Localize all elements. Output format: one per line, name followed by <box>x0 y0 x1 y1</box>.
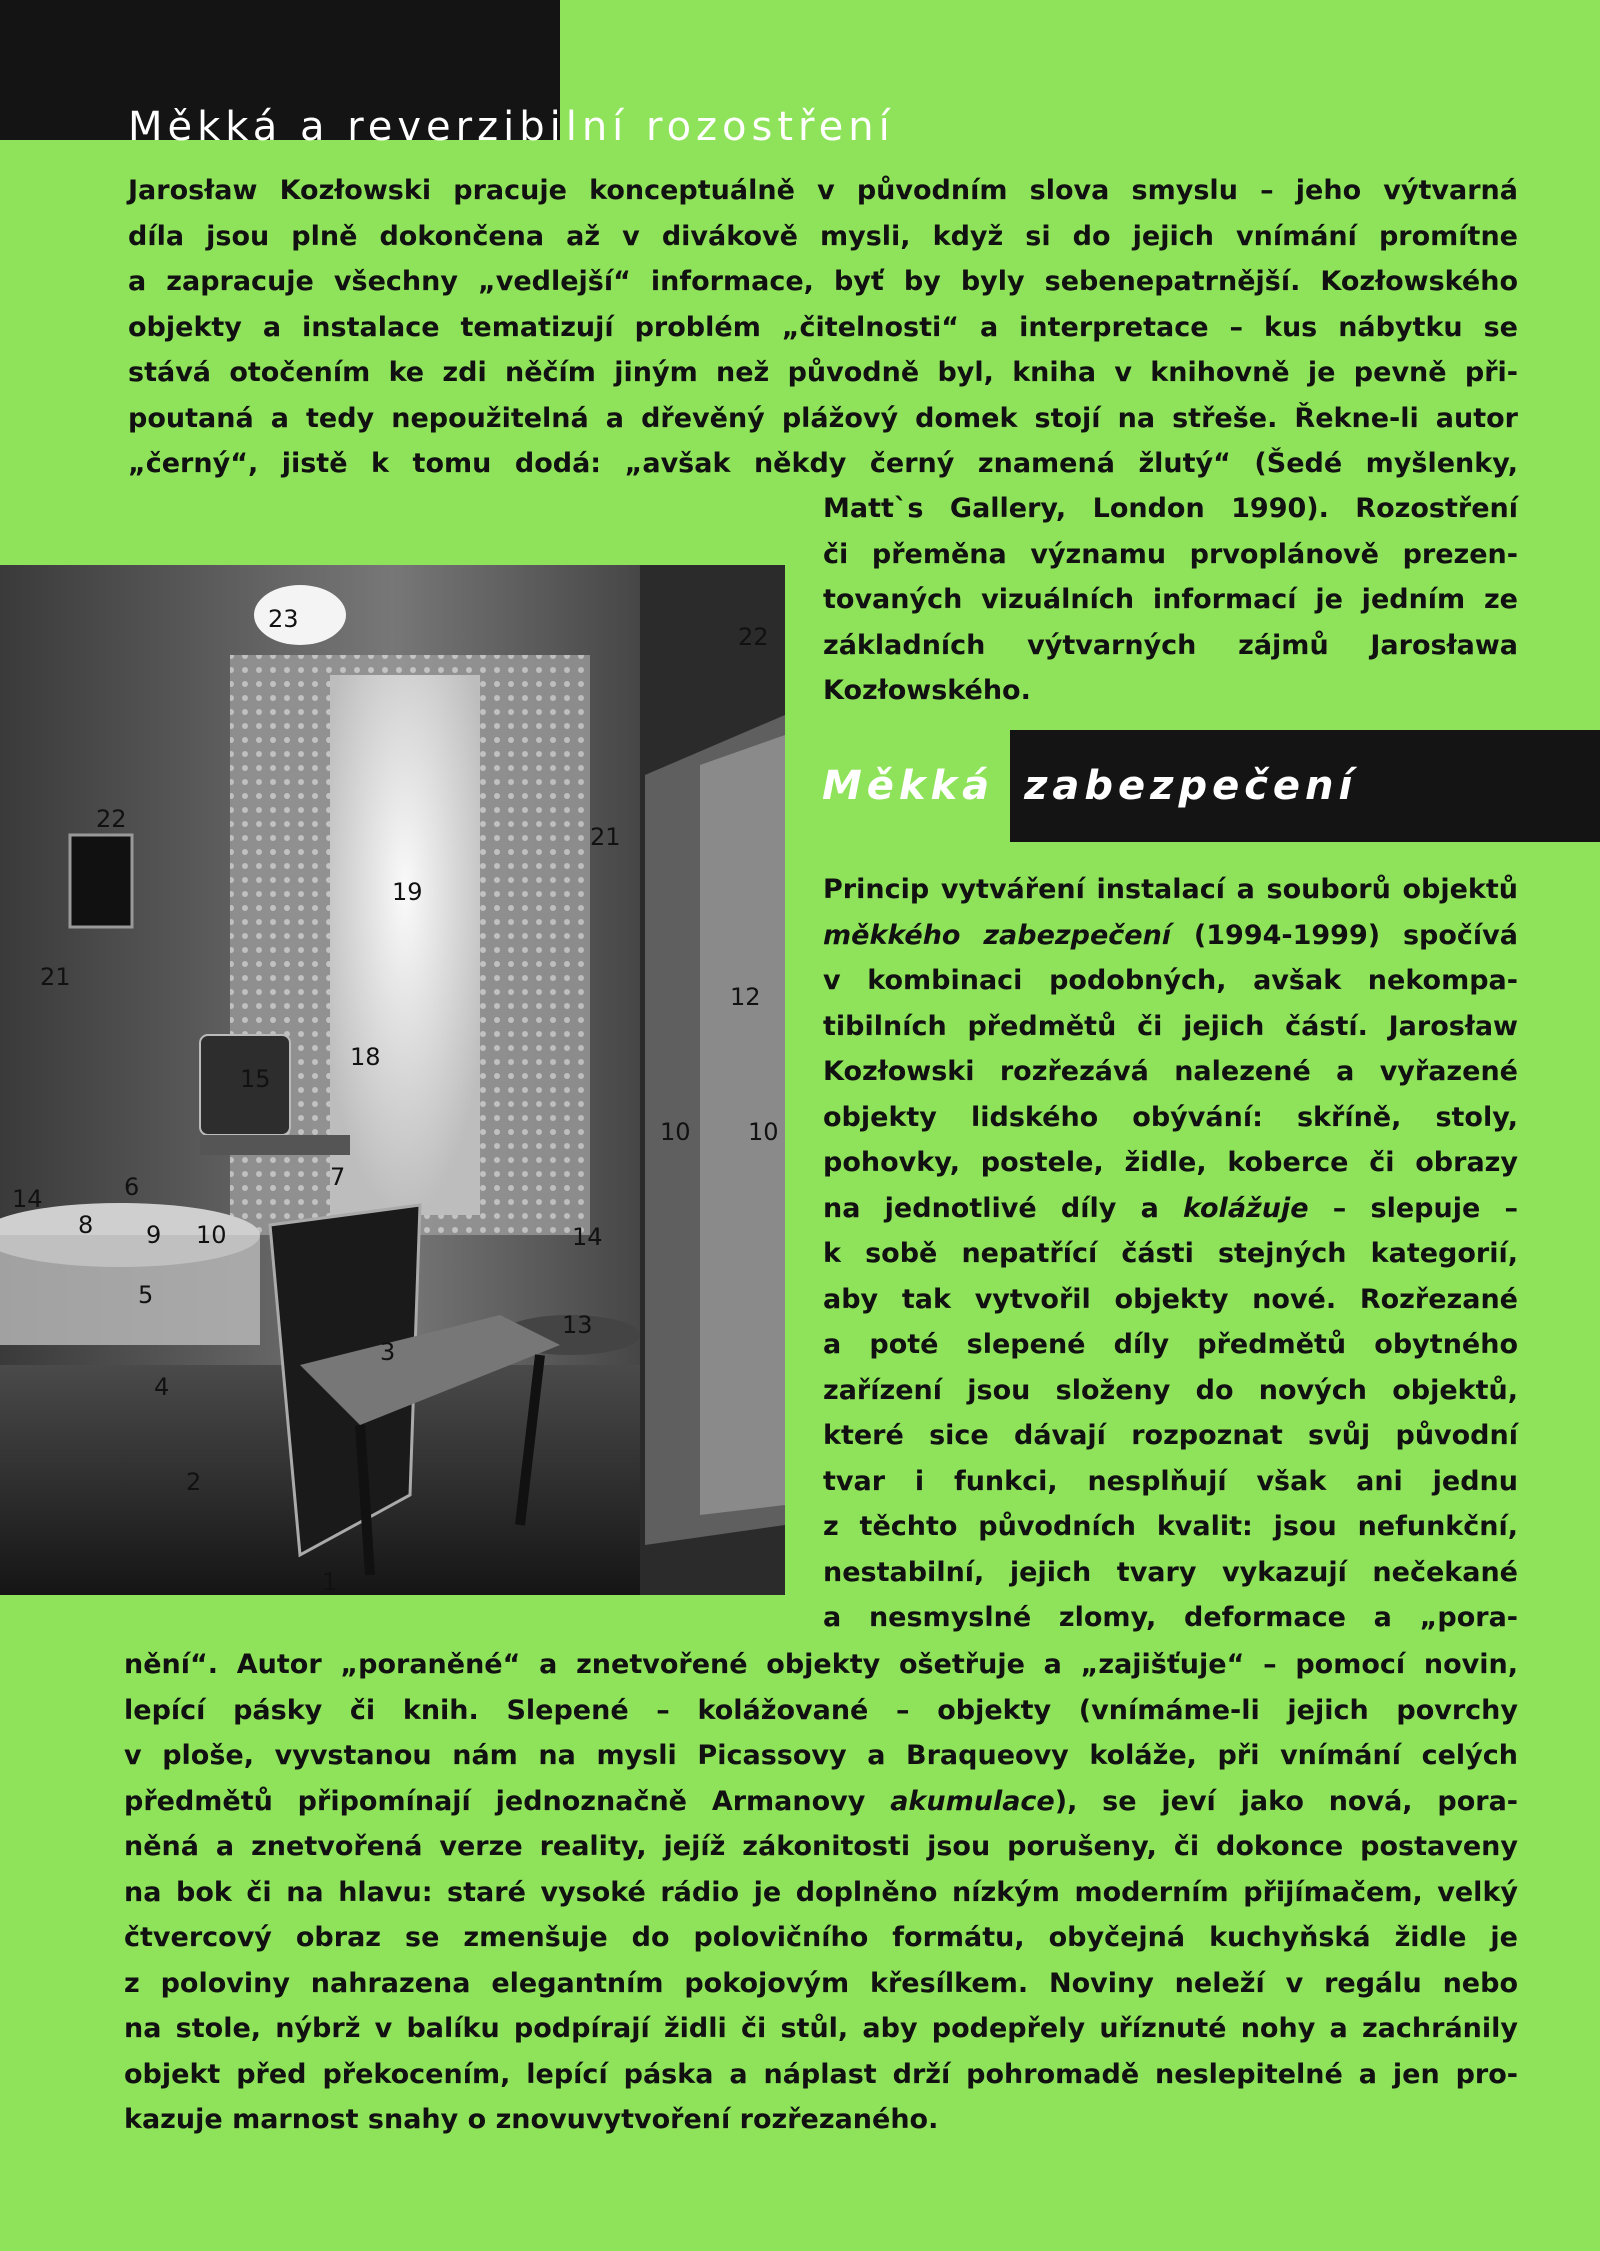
interior-photograph <box>0 565 785 1595</box>
photo-number-label: 10 <box>748 1118 779 1146</box>
text-line: na stole, nýbrž v balíku podpírají židli či stůl, aby podepřely uříznuté nohy a zachránily <box>124 2013 1518 2044</box>
text-line: tovaných vizuálních informací je jedním ze <box>823 584 1518 615</box>
text-line: Matt`s Gallery, London 1990). Rozostření <box>823 493 1518 524</box>
text-line: zařízení jsou složeny do nových objektů, <box>823 1374 1518 1406</box>
text-line: čtvercový obraz se zmenšuje do polovičního formátu, obyčejná kuchyňská židle je <box>124 1922 1518 1953</box>
intro-paragraph-continued <box>823 486 1518 714</box>
text-line: objekty lidského obývání: skříně, stoly, <box>823 1101 1518 1133</box>
section2-paragraph <box>823 867 1518 1641</box>
photo-number-label: 19 <box>392 878 423 906</box>
text-line: Jarosław Kozłowski pracuje konceptuálně v původním slova smyslu – jeho výtvarná <box>128 175 1518 206</box>
text-line: objekt před překocením, lepící páska a náplast drží pohromadě neslepitelné a jen pro- <box>124 2058 1518 2090</box>
photo-number-label: 12 <box>730 983 761 1011</box>
text-line: na bok či na hlavu: staré vysoké rádio je doplněno nízkým moderním přijímačem, velký <box>124 1876 1518 1908</box>
text-line: tibilních předmětů či jejich částí. Jarosław <box>823 1010 1518 1042</box>
text-line: kazuje marnost snahy o znovuvytvoření rozřezaného. <box>124 2104 939 2135</box>
photo-number-label: 21 <box>590 823 621 851</box>
interior-photo-illustration <box>0 565 785 1595</box>
intro-paragraph <box>128 168 1518 487</box>
photo-number-label: 9 <box>146 1221 162 1249</box>
text-line: něná a znetvořená verze reality, jejíž zákonitosti jsou porušeny, či dokonce postaveny <box>124 1831 1518 1862</box>
photo-number-label: 10 <box>196 1221 227 1249</box>
text-line: v ploše, vyvstanou nám na mysli Picassovy a Braqueovy koláže, při vnímání celých <box>124 1740 1518 1771</box>
text-line: na jednotlivé díly a kolážuje – slepuje – <box>823 1192 1518 1224</box>
photo-number-label: 23 <box>268 605 299 633</box>
text-line: měkkého zabezpečení (1994-1999) spočívá <box>823 919 1518 951</box>
text-line: z poloviny nahrazena elegantním pokojovým křesílkem. Noviny neleží v regálu nebo <box>124 1967 1518 1999</box>
text-line: stává otočením ke zdi něčím jiným než původně byl, kniha v knihovně je pevně při- <box>128 357 1518 388</box>
text-line: či přeměna významu prvoplánově prezen- <box>823 538 1518 570</box>
photo-number-label: 2 <box>186 1468 202 1496</box>
text-line: tvar i funkci, nesplňují však ani jednu <box>823 1465 1518 1497</box>
text-line: nestabilní, jejich tvary vykazují nečekané <box>823 1556 1518 1588</box>
section2-paragraph-continued <box>124 1642 1518 2143</box>
text-line: a zapracuje všechny „vedlejší“ informace, byť by byly sebenepatrnější. Kozłowského <box>128 266 1518 297</box>
photo-number-label: 22 <box>738 623 769 651</box>
photo-number-label: 8 <box>78 1211 94 1239</box>
photo-number-label: 5 <box>138 1281 154 1309</box>
text-line: díla jsou plně dokončena až v divákově mysli, když si do jejich vnímání promítne <box>128 220 1518 252</box>
photo-number-label: 14 <box>12 1185 43 1213</box>
text-line: základních výtvarných zájmů Jarosława <box>823 629 1518 661</box>
photo-number-label: 4 <box>154 1373 170 1401</box>
photo-number-label: 7 <box>330 1163 346 1191</box>
section-heading-1: Měkká a reverzibilní rozostření <box>128 104 895 150</box>
photo-number-label: 3 <box>380 1338 396 1366</box>
text-line: předmětů připomínají jednoznačně Armanovy akumulace), se jeví jako nová, pora- <box>124 1785 1518 1817</box>
photo-number-label: 15 <box>240 1065 271 1093</box>
photo-number-label: 1 <box>322 1568 338 1595</box>
text-line: a nesmyslné zlomy, deformace a „pora- <box>823 1602 1518 1633</box>
heading2-green-part: Měkká <box>822 763 995 809</box>
photo-number-label: 6 <box>124 1173 140 1201</box>
text-line: z těchto původních kvalit: jsou nefunkční, <box>823 1511 1518 1542</box>
text-line: které sice dávají rozpoznat svůj původní <box>823 1420 1518 1451</box>
section-heading-2 <box>822 730 1600 842</box>
text-line: pohovky, postele, židle, koberce či obrazy <box>823 1147 1518 1178</box>
text-line: poutaná a tedy nepoužitelná a dřevěný plážový domek stojí na střeše. Řekne-li autor <box>128 402 1518 434</box>
text-line: a poté slepené díly předmětů obytného <box>823 1329 1518 1360</box>
photo-number-label: 21 <box>40 963 71 991</box>
text-line: lepící pásky či knih. Slepené – kolážované – objekty (vnímáme-li jejich povrchy <box>124 1694 1518 1726</box>
photo-number-label: 18 <box>350 1043 381 1071</box>
text-line: k sobě nepatřící části stejných kategorií, <box>823 1238 1518 1269</box>
photo-number-label: 14 <box>572 1223 603 1251</box>
text-line: Kozłowski rozřezává nalezené a vyřazené <box>823 1056 1518 1087</box>
text-line: „černý“, jistě k tomu dodá: „avšak někdy černý znamená žlutý“ (Šedé myšlenky, <box>128 448 1518 479</box>
photo-number-label: 22 <box>96 805 127 833</box>
text-line: Princip vytváření instalací a souborů objektů <box>823 874 1518 905</box>
text-line: Kozłowského. <box>823 675 1031 706</box>
text-line: nění“. Autor „poraněné“ a znetvořené objekty ošetřuje a „zajišťuje“ – pomocí novin, <box>124 1649 1518 1680</box>
photo-number-label: 10 <box>660 1118 691 1146</box>
heading2-black-part: zabezpečení <box>1010 730 1600 842</box>
text-line: v kombinaci podobných, avšak nekompa- <box>823 965 1518 996</box>
photo-number-label: 13 <box>562 1311 593 1339</box>
text-line: objekty a instalace tematizují problém „čitelnosti“ a interpretace – kus nábytku se <box>128 311 1518 343</box>
text-line: aby tak vytvořil objekty nové. Rozřezané <box>823 1283 1518 1315</box>
